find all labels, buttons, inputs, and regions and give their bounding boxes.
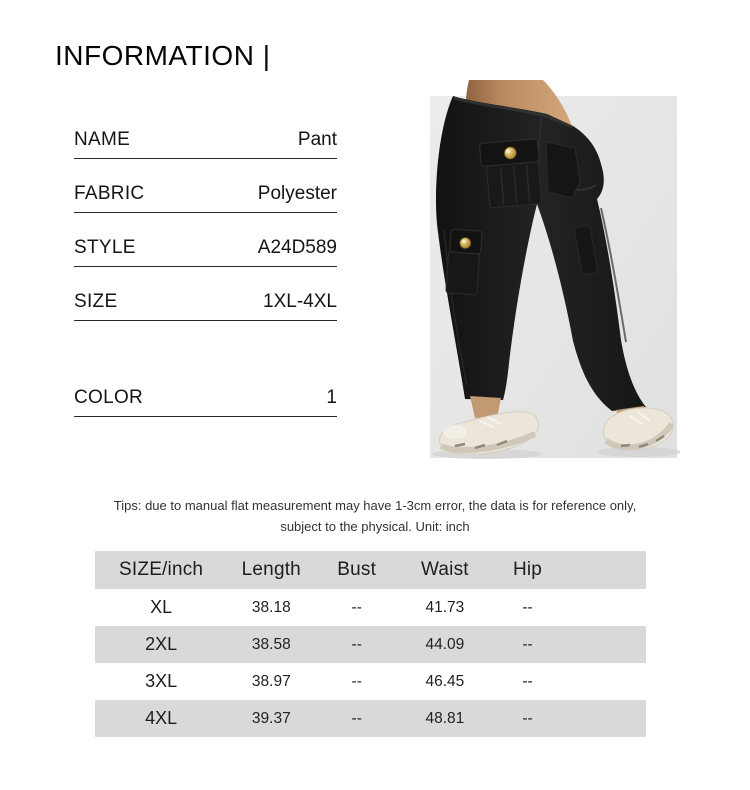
cell-bust: --	[351, 635, 362, 653]
cell-hip: --	[522, 709, 533, 727]
cell-length: 39.37	[251, 709, 291, 727]
info-label: SIZE	[74, 291, 118, 312]
cell-waist: 46.45	[425, 672, 465, 690]
page-title: INFORMATION |	[55, 40, 271, 71]
info-row-style	[74, 237, 337, 267]
table-row-3xl	[95, 663, 646, 700]
col-header-size: SIZE/inch	[119, 559, 204, 580]
size-chart-header-row	[95, 551, 646, 589]
back-pocket-right	[546, 142, 580, 198]
cell-bust: --	[351, 598, 362, 616]
table-row-xl	[95, 589, 646, 626]
info-row-fabric	[74, 183, 337, 213]
cell-size: 2XL	[145, 634, 178, 654]
cell-size: 3XL	[145, 671, 178, 691]
table-row-4xl	[95, 700, 646, 737]
info-value: 1	[326, 387, 337, 408]
size-chart-table	[95, 551, 646, 737]
col-header-length: Length	[241, 559, 301, 580]
cell-size: XL	[150, 597, 173, 617]
cell-length: 38.97	[251, 672, 291, 690]
info-label: NAME	[74, 129, 131, 150]
cell-bust: --	[351, 709, 362, 727]
col-header-hip: Hip	[512, 559, 543, 580]
side-pocket	[446, 229, 482, 295]
info-value: Polyester	[257, 183, 337, 204]
info-row-size	[74, 291, 337, 321]
back-pocket	[479, 139, 542, 209]
product-photo	[425, 80, 680, 460]
cell-hip: --	[522, 598, 533, 616]
info-row-name	[74, 129, 337, 159]
info-label: COLOR	[74, 387, 144, 408]
gold-button-side	[459, 237, 471, 249]
info-label: FABRIC	[74, 183, 145, 204]
info-value: A24D589	[257, 237, 337, 258]
cell-waist: 44.09	[425, 635, 465, 653]
cell-waist: 41.73	[425, 598, 465, 616]
info-value: 1XL-4XL	[263, 291, 337, 312]
cell-waist: 48.81	[425, 709, 465, 727]
tips-text	[0, 495, 750, 537]
tips-line-1: Tips: due to manual flat measurement may have 1-3cm error, the data is for reference only,	[113, 498, 637, 513]
cell-hip: --	[522, 635, 533, 653]
info-value: Pant	[297, 129, 337, 150]
cell-length: 38.58	[251, 635, 291, 653]
col-header-waist: Waist	[420, 559, 469, 580]
col-header-bust: Bust	[337, 559, 377, 580]
info-label: STYLE	[74, 237, 136, 258]
tips-line-2: subject to the physical. Unit: inch	[280, 519, 470, 534]
table-row-2xl	[95, 626, 646, 663]
cell-length: 38.18	[251, 598, 291, 616]
cell-bust: --	[351, 672, 362, 690]
info-row-color	[74, 387, 337, 417]
cell-size: 4XL	[145, 708, 178, 728]
cell-hip: --	[522, 672, 533, 690]
